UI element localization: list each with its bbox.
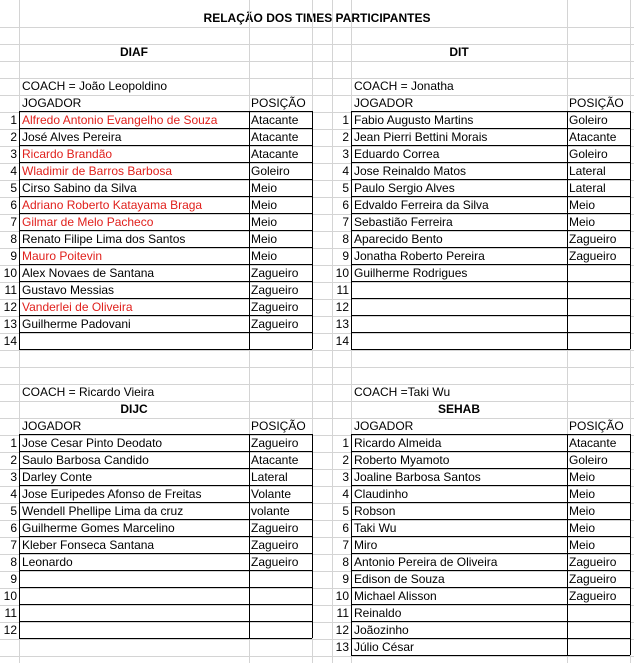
- position-cell[interactable]: Atacante: [569, 436, 617, 450]
- row-number: 8: [342, 232, 349, 246]
- player-name-cell[interactable]: Claudinho: [354, 487, 409, 501]
- player-name-cell[interactable]: Sebastião Ferreira: [354, 215, 453, 229]
- team-name-diaf: DIAF: [120, 45, 148, 59]
- player-name-cell[interactable]: Alfredo Antonio Evangelho de Souza: [22, 113, 218, 127]
- table-row-border: [351, 315, 630, 316]
- position-cell[interactable]: Goleiro: [569, 113, 608, 127]
- row-number: 6: [342, 198, 349, 212]
- row-number: 4: [10, 164, 17, 178]
- row-number: 10: [335, 589, 349, 603]
- row-number: 11: [4, 606, 17, 620]
- header-player: JOGADOR: [354, 419, 414, 433]
- position-cell[interactable]: Lateral: [569, 164, 606, 178]
- row-number: 1: [10, 436, 17, 450]
- header-position: POSIÇÃO: [251, 419, 306, 433]
- position-cell[interactable]: Zagueiro: [251, 300, 299, 314]
- header-player: JOGADOR: [22, 96, 82, 110]
- player-name-cell[interactable]: Vanderlei de Oliveira: [22, 300, 133, 314]
- row-number: 14: [335, 334, 349, 348]
- position-cell[interactable]: Zagueiro: [569, 572, 617, 586]
- player-name-cell[interactable]: Alex Novaes de Santana: [22, 266, 155, 280]
- row-number: 13: [335, 317, 349, 331]
- player-name-cell[interactable]: Aparecido Bento: [354, 232, 443, 246]
- table-column-border: [312, 111, 313, 349]
- row-number: 4: [10, 487, 17, 501]
- grid-row-line: [0, 622, 634, 623]
- row-number: 5: [342, 504, 349, 518]
- player-name-cell[interactable]: Robson: [354, 504, 396, 518]
- row-number: 3: [342, 147, 349, 161]
- grid-row-line: [0, 350, 634, 351]
- player-name-cell[interactable]: Kleber Fonseca Santana: [22, 538, 155, 552]
- team-name-sehab: SEHAB: [437, 402, 480, 416]
- row-number: 2: [342, 453, 349, 467]
- table-row-border: [19, 621, 312, 622]
- position-cell[interactable]: Zagueiro: [251, 436, 299, 450]
- table-row-border: [19, 604, 312, 605]
- row-number: 4: [342, 487, 349, 501]
- row-number: 2: [10, 130, 17, 144]
- position-cell[interactable]: Zagueiro: [251, 266, 299, 280]
- player-name-cell[interactable]: Joãozinho: [354, 623, 409, 637]
- grid-row-line: [0, 656, 634, 657]
- position-cell[interactable]: Lateral: [251, 470, 288, 484]
- coach-label[interactable]: COACH = João Leopoldino: [22, 79, 168, 93]
- position-cell[interactable]: Volante: [251, 487, 292, 501]
- player-name-cell[interactable]: Júlio César: [354, 640, 415, 654]
- table-row-border: [351, 349, 630, 350]
- row-number: 9: [10, 249, 17, 263]
- table-row-border: [351, 332, 630, 333]
- grid-row-line: [0, 95, 634, 96]
- table-row-border: [19, 349, 312, 350]
- coach-label[interactable]: COACH = Ricardo Vieira: [22, 385, 155, 399]
- player-name-cell[interactable]: Guilherme Rodrigues: [354, 266, 468, 280]
- position-cell[interactable]: Meio: [569, 470, 596, 484]
- position-cell[interactable]: Meio: [569, 504, 596, 518]
- row-number: 3: [342, 470, 349, 484]
- player-name-cell[interactable]: Gustavo Messias: [22, 283, 115, 297]
- player-name-cell[interactable]: Jose Cesar Pinto Deodato: [22, 436, 163, 450]
- row-number: 11: [336, 606, 349, 620]
- position-cell[interactable]: Meio: [569, 215, 596, 229]
- player-name-cell[interactable]: Renato Filipe Lima dos Santos: [22, 232, 186, 246]
- row-number: 14: [3, 334, 17, 348]
- table-column-border: [567, 111, 568, 349]
- player-name-cell[interactable]: Antonio Pereira de Oliveira: [354, 555, 498, 569]
- row-number: 6: [10, 198, 17, 212]
- coach-label[interactable]: COACH =Taki Wu: [354, 385, 451, 399]
- player-name-cell[interactable]: Ricardo Brandão: [22, 147, 113, 161]
- row-number: 4: [342, 164, 349, 178]
- grid-row-line: [0, 61, 634, 62]
- table-column-border: [351, 434, 352, 655]
- row-number: 1: [10, 113, 17, 127]
- position-cell[interactable]: Goleiro: [251, 164, 290, 178]
- row-number: 3: [10, 470, 17, 484]
- row-number: 7: [10, 538, 17, 552]
- player-name-cell[interactable]: Jean Pierri Bettini Morais: [354, 130, 488, 144]
- position-cell[interactable]: Zagueiro: [569, 555, 617, 569]
- player-name-cell[interactable]: Roberto Myamoto: [354, 453, 450, 467]
- player-name-cell[interactable]: Taki Wu: [354, 521, 397, 535]
- grid-row-line: [0, 605, 634, 606]
- grid-row-line: [0, 571, 634, 572]
- header-player: JOGADOR: [22, 419, 82, 433]
- position-cell[interactable]: Zagueiro: [251, 283, 299, 297]
- position-cell[interactable]: Zagueiro: [251, 538, 299, 552]
- position-cell[interactable]: Goleiro: [569, 453, 608, 467]
- team-name-dit: DIT: [449, 45, 469, 59]
- team-name-dijc: DIJC: [120, 402, 148, 416]
- player-name-cell[interactable]: Adriano Roberto Katayama Braga: [22, 198, 203, 212]
- grid-row-line: [0, 588, 634, 589]
- player-name-cell[interactable]: Saulo Barbosa Candido: [22, 453, 149, 467]
- grid-row-line: [0, 469, 634, 470]
- player-name-cell[interactable]: Mauro Poitevin: [22, 249, 103, 263]
- player-name-cell[interactable]: Darley Conte: [22, 470, 93, 484]
- row-number: 8: [10, 232, 17, 246]
- position-cell[interactable]: Zagueiro: [251, 317, 299, 331]
- row-number: 13: [335, 640, 349, 654]
- row-number: 12: [335, 300, 349, 314]
- row-number: 7: [10, 215, 17, 229]
- position-cell[interactable]: Zagueiro: [569, 232, 617, 246]
- player-name-cell[interactable]: Fabio Augusto Martins: [354, 113, 474, 127]
- table-column-border: [630, 111, 631, 349]
- row-number: 10: [335, 266, 349, 280]
- row-number: 5: [342, 181, 349, 195]
- position-cell[interactable]: Goleiro: [569, 147, 608, 161]
- player-name-cell[interactable]: Guilherme Padovani: [22, 317, 131, 331]
- row-number: 9: [342, 249, 349, 263]
- row-number: 7: [342, 538, 349, 552]
- header-position: POSIÇÃO: [569, 419, 624, 433]
- row-number: 12: [335, 623, 349, 637]
- position-cell[interactable]: Atacante: [251, 113, 299, 127]
- player-name-cell[interactable]: Guilherme Gomes Marcelino: [22, 521, 175, 535]
- table-row-border: [19, 587, 312, 588]
- row-number: 10: [3, 589, 17, 603]
- position-cell[interactable]: Atacante: [251, 130, 299, 144]
- grid-row-line: [0, 333, 634, 334]
- table-column-border: [630, 434, 631, 655]
- coach-label[interactable]: COACH = Jonatha: [354, 79, 454, 93]
- player-name-cell[interactable]: Miro: [354, 538, 378, 552]
- position-cell[interactable]: Meio: [569, 538, 596, 552]
- position-cell[interactable]: Meio: [251, 198, 278, 212]
- table-column-border: [249, 111, 250, 349]
- row-number: 1: [342, 436, 349, 450]
- grid-row-line: [0, 367, 634, 368]
- row-number: 8: [10, 555, 17, 569]
- row-number: 12: [3, 623, 17, 637]
- table-row-border: [351, 298, 630, 299]
- player-name-cell[interactable]: Reinaldo: [354, 606, 402, 620]
- player-name-cell[interactable]: Gilmar de Melo Pacheco: [22, 215, 154, 229]
- position-cell[interactable]: Meio: [569, 521, 596, 535]
- player-name-cell[interactable]: Leonardo: [22, 555, 73, 569]
- grid-row-line: [0, 27, 634, 28]
- player-name-cell[interactable]: Eduardo Correa: [354, 147, 440, 161]
- table-column-border: [19, 434, 20, 638]
- table-column-border: [567, 434, 568, 655]
- row-number: 5: [10, 181, 17, 195]
- row-number: 10: [3, 266, 17, 280]
- row-number: 2: [10, 453, 17, 467]
- player-name-cell[interactable]: Wendell Phellipe Lima da cruz: [22, 504, 184, 518]
- position-cell[interactable]: Zagueiro: [251, 555, 299, 569]
- player-name-cell[interactable]: José Alves Pereira: [22, 130, 122, 144]
- position-cell[interactable]: Atacante: [569, 130, 617, 144]
- position-cell[interactable]: Zagueiro: [251, 521, 299, 535]
- header-position: POSIÇÃO: [569, 96, 624, 110]
- row-number: 5: [10, 504, 17, 518]
- header-position: POSIÇÃO: [251, 96, 306, 110]
- player-name-cell[interactable]: Jonatha Roberto Pereira: [354, 249, 485, 263]
- table-column-border: [351, 111, 352, 349]
- position-cell[interactable]: Atacante: [251, 147, 299, 161]
- player-name-cell[interactable]: Jose Reinaldo Matos: [354, 164, 467, 178]
- player-name-cell[interactable]: Ricardo Almeida: [354, 436, 442, 450]
- player-name-cell[interactable]: Jose Euripedes Afonso de Freitas: [22, 487, 202, 501]
- position-cell[interactable]: volante: [251, 504, 290, 518]
- grid-row-line: [0, 554, 634, 555]
- player-name-cell[interactable]: Michael Alisson: [354, 589, 437, 603]
- row-number: 9: [342, 572, 349, 586]
- position-cell[interactable]: Meio: [251, 215, 278, 229]
- row-number: 9: [10, 572, 17, 586]
- row-number: 6: [342, 521, 349, 535]
- table-column-border: [19, 111, 20, 349]
- player-name-cell[interactable]: Edvaldo Ferreira da Silva: [354, 198, 489, 212]
- row-number: 3: [10, 147, 17, 161]
- row-number: 13: [3, 317, 17, 331]
- player-name-cell[interactable]: Joaline Barbosa Santos: [354, 470, 481, 484]
- table-row-border: [19, 638, 312, 639]
- table-column-border: [249, 434, 250, 638]
- row-number: 1: [342, 113, 349, 127]
- player-name-cell[interactable]: Edison de Souza: [354, 572, 445, 586]
- player-name-cell[interactable]: Cirso Sabino da Silva: [22, 181, 137, 195]
- row-number: 6: [10, 521, 17, 535]
- table-column-border: [312, 434, 313, 638]
- row-number: 8: [342, 555, 349, 569]
- position-cell[interactable]: Zagueiro: [569, 249, 617, 263]
- page-title: RELAÇÃO DOS TIMES PARTICIPANTES: [203, 11, 431, 25]
- grid-row-line: [0, 639, 634, 640]
- position-cell[interactable]: Zagueiro: [569, 589, 617, 603]
- row-number: 11: [4, 283, 17, 297]
- position-cell[interactable]: Meio: [569, 487, 596, 501]
- row-number: 11: [336, 283, 349, 297]
- position-cell[interactable]: Meio: [251, 181, 278, 195]
- header-player: JOGADOR: [354, 96, 414, 110]
- grid-row-line: [0, 418, 634, 419]
- position-cell[interactable]: Meio: [251, 232, 278, 246]
- position-cell[interactable]: Atacante: [251, 453, 299, 467]
- position-cell[interactable]: Meio: [569, 198, 596, 212]
- position-cell[interactable]: Meio: [251, 249, 278, 263]
- position-cell[interactable]: Lateral: [569, 181, 606, 195]
- player-name-cell[interactable]: Wladimir de Barros Barbosa: [22, 164, 173, 178]
- row-number: 7: [342, 215, 349, 229]
- row-number: 2: [342, 130, 349, 144]
- player-name-cell[interactable]: Paulo Sergio Alves: [354, 181, 455, 195]
- row-number: 12: [3, 300, 17, 314]
